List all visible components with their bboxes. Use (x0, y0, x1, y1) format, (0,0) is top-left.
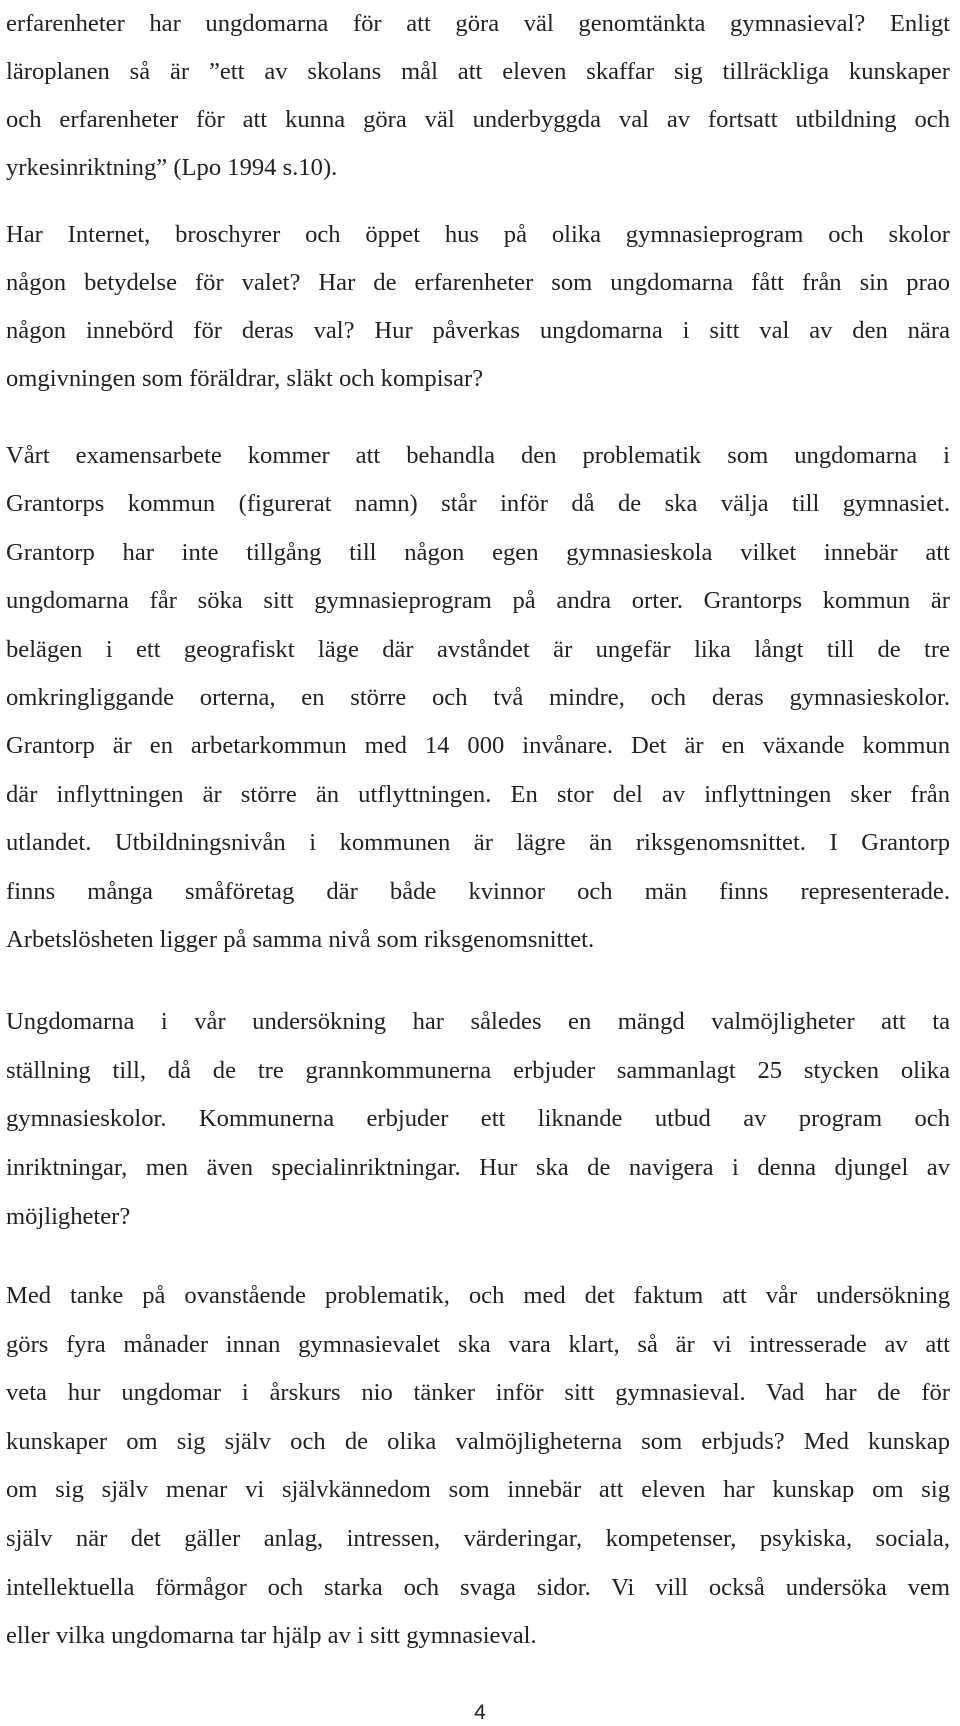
text-line: finns många småföretag där både kvinnor och män finns representerade. (6, 877, 950, 905)
text-line: yrkesinriktning” (Lpo 1994 s.10). (6, 154, 338, 181)
text-line: själv när det gäller anlag, intressen, värderingar, kompetenser, psykiska, sociala, (6, 1524, 950, 1552)
text-line: läroplanen så är ”ett av skolans mål att eleven skaffar sig tillräckliga kunskaper (6, 58, 950, 85)
text-line: någon innebörd för deras val? Hur påverkas ungdomarna i sitt val av den nära (6, 317, 950, 344)
text-line: där inflyttningen är större än utflyttningen. En stor del av inflyttningen sker från (6, 780, 950, 808)
text-line: Arbetslösheten ligger på samma nivå som riksgenomsnittet. (6, 926, 595, 954)
text-line: möjligheter? (6, 1202, 131, 1230)
text-line: omgivningen som föräldrar, släkt och kompisar? (6, 365, 484, 392)
text-line: Grantorp är en arbetarkommun med 14 000 invånare. Det är en växande kommun (6, 732, 950, 760)
text-line: Har Internet, broschyrer och öppet hus på olika gymnasieprogram och skolor (6, 221, 950, 248)
text-line: gymnasieskolor. Kommunerna erbjuder ett liknande utbud av program och (6, 1105, 950, 1133)
text-line: omkringliggande orterna, en större och två mindre, och deras gymnasieskolor. (6, 684, 950, 712)
text-line: kunskaper om sig själv och de olika valmöjligheterna som erbjuds? Med kunskap (6, 1427, 950, 1455)
text-line: om sig själv menar vi självkännedom som innebär att eleven har kunskap om sig (6, 1476, 950, 1504)
text-line: någon betydelse för valet? Har de erfarenheter som ungdomarna fått från sin prao (6, 269, 950, 296)
paragraph-2 (6, 211, 950, 403)
text-line: ungdomarna får söka sitt gymnasieprogram på andra orter. Grantorps kommun är (6, 587, 950, 615)
text-line: Vårt examensarbete kommer att behandla den problematik som ungdomarna i (6, 442, 950, 469)
text-line: Med tanke på ovanstående problematik, och med det faktum att vår undersökning (6, 1282, 950, 1309)
text-line: inriktningar, men även specialinriktningar. Hur ska de navigera i denna djungel av (6, 1154, 950, 1182)
paragraph-5 (6, 1272, 950, 1661)
text-line: och erfarenheter för att kunna göra väl underbyggda val av fortsatt utbildning och (6, 106, 950, 133)
paragraph-1 (6, 0, 950, 192)
text-line: Grantorps kommun (figurerat namn) står inför då de ska välja till gymnasiet. (6, 490, 950, 518)
text-line: Ungdomarna i vår undersökning har således en mängd valmöjligheter att ta (6, 1008, 950, 1035)
paragraph-4 (6, 998, 950, 1242)
text-line: erfarenheter har ungdomarna för att göra väl genomtänkta gymnasieval? Enligt (6, 10, 950, 37)
text-line: intellektuella förmågor och starka och svaga sidor. Vi vill också undersöka vem (6, 1573, 950, 1601)
text-line: görs fyra månader innan gymnasievalet ska vara klart, så är vi intresserade av att (6, 1330, 950, 1358)
text-line: eller vilka ungdomarna tar hjälp av i sitt gymnasieval. (6, 1622, 537, 1650)
text-line: belägen i ett geografiskt läge där avståndet är ungefär lika långt till de tre (6, 635, 950, 663)
page-number: 4 (474, 1701, 486, 1724)
text-line: Grantorp har inte tillgång till någon egen gymnasieskola vilket innebär att (6, 538, 950, 566)
paragraph-3 (6, 432, 950, 964)
text-line: veta hur ungdomar i årskurs nio tänker inför sitt gymnasieval. Vad har de för (6, 1379, 950, 1407)
text-line: utlandet. Utbildningsnivån i kommunen är lägre än riksgenomsnittet. I Grantorp (6, 829, 950, 857)
text-line: ställning till, då de tre grannkommunerna erbjuder sammanlagt 25 stycken olika (6, 1056, 950, 1084)
